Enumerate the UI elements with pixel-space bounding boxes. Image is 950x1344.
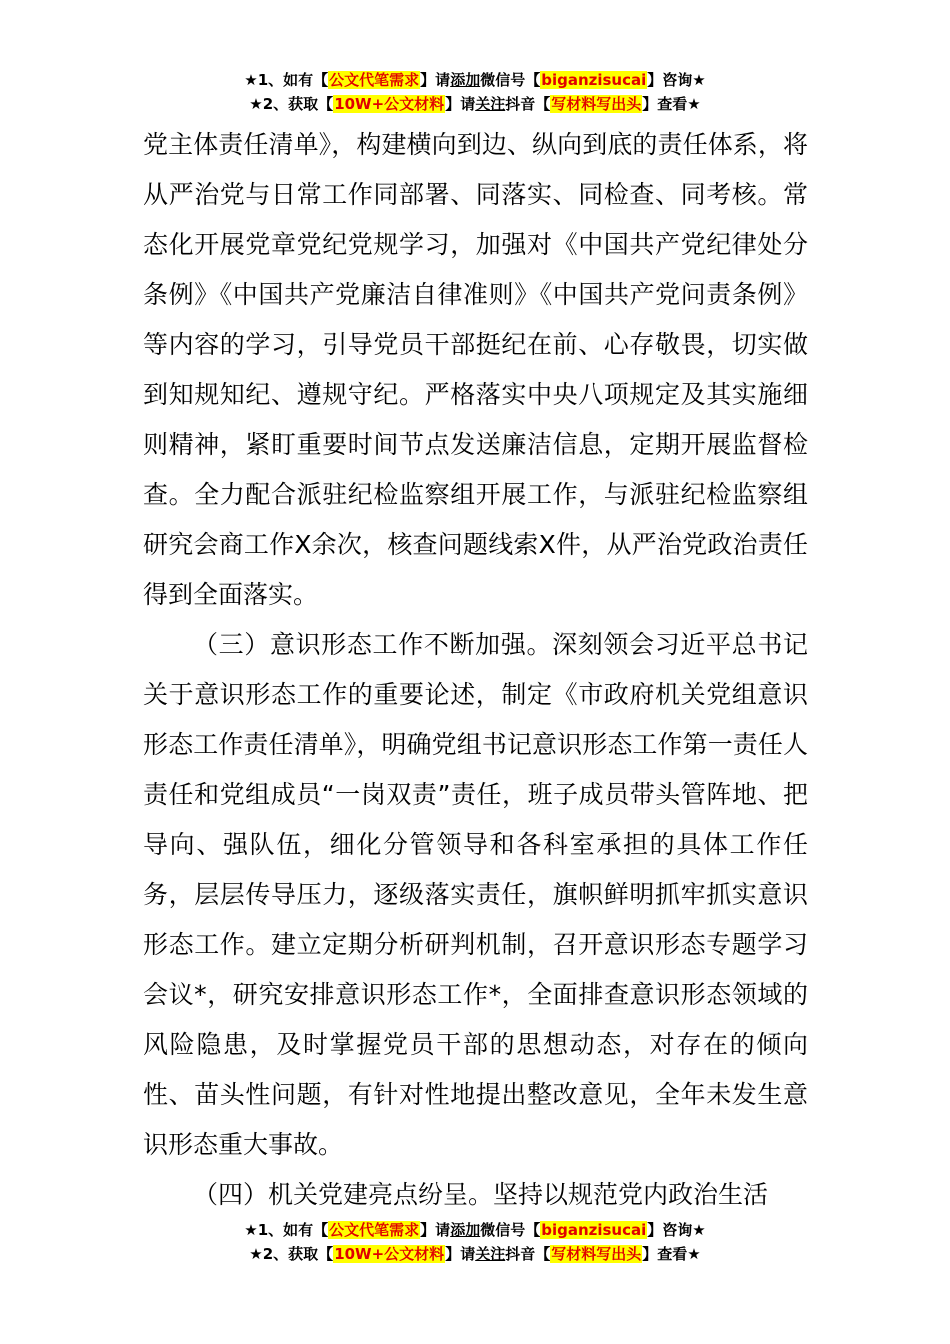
footer-banner: [0, 1218, 950, 1266]
banner-highlight: 写材料写出头: [551, 95, 642, 113]
banner-highlight: 10W+公文材料: [334, 1245, 445, 1263]
paragraph: （三）意识形态工作不断加强。深刻领会习近平总书记关于意识形态工作的重要论述，制定《市政府机关党组意识形态工作责任清单》，明确党组书记意识形态工作第一责任人责任和党组成员“一岗双责”责任，班子成员带头管阵地、把导向、强队伍，细化分管领导和各科室承担的具体工作任务，层层传导压力，逐级落实责任，旗帜鲜明抓牢抓实意识形态工作。建立定期分析研判机制，召开意识形态专题学习会议*，研究安排意识形态工作*，全面排查意识形态领域的风险隐患，及时掌握党员干部的思想动态，对存在的倾向性、苗头性问题，有针对性地提出整改意见，全年未发生意识形态重大事故。: [143, 630, 808, 1159]
banner-highlight: biganzisucai: [541, 1221, 647, 1239]
document-body: [143, 120, 808, 1220]
banner-highlight: 公文代笔需求: [329, 71, 420, 89]
banner-highlight: biganzisucai: [541, 71, 647, 89]
banner-highlight: 10W+公文材料: [334, 95, 445, 113]
paragraph: 党主体责任清单》，构建横向到边、纵向到底的责任体系，将从严治党与日常工作同部署、同落实、同检查、同考核。常态化开展党章党纪党规学习，加强对《中国共产党纪律处分条例》《中国共产党廉洁自律准则》《中国共产党问责条例》等内容的学习，引导党员干部挺纪在前、心存敬畏，切实做到知规知纪、遵规守纪。严格落实中央八项规定及其实施细则精神，紧盯重要时间节点发送廉洁信息，定期开展监督检查。全力配合派驻纪检监察组开展工作，与派驻纪检监察组研究会商工作X余次，核查问题线索X件，从严治党政治责任得到全面落实。: [143, 130, 808, 609]
banner-highlight: 写材料写出头: [551, 1245, 642, 1263]
banner-line-2: ★2、获取【10W+公文材料】请关注抖音【写材料写出头】查看★: [249, 1245, 701, 1263]
banner-line-1: ★1、如有【公文代笔需求】请添加微信号【biganzisucai】咨询★: [244, 71, 706, 89]
paragraph: （四）机关党建亮点纷呈。坚持以规范党内政治生活: [193, 1180, 769, 1209]
banner-line-2: ★2、获取【10W+公文材料】请关注抖音【写材料写出头】查看★: [249, 95, 701, 113]
banner-line-1: ★1、如有【公文代笔需求】请添加微信号【biganzisucai】咨询★: [244, 1221, 706, 1239]
header-banner: [0, 68, 950, 116]
banner-highlight: 公文代笔需求: [329, 1221, 420, 1239]
